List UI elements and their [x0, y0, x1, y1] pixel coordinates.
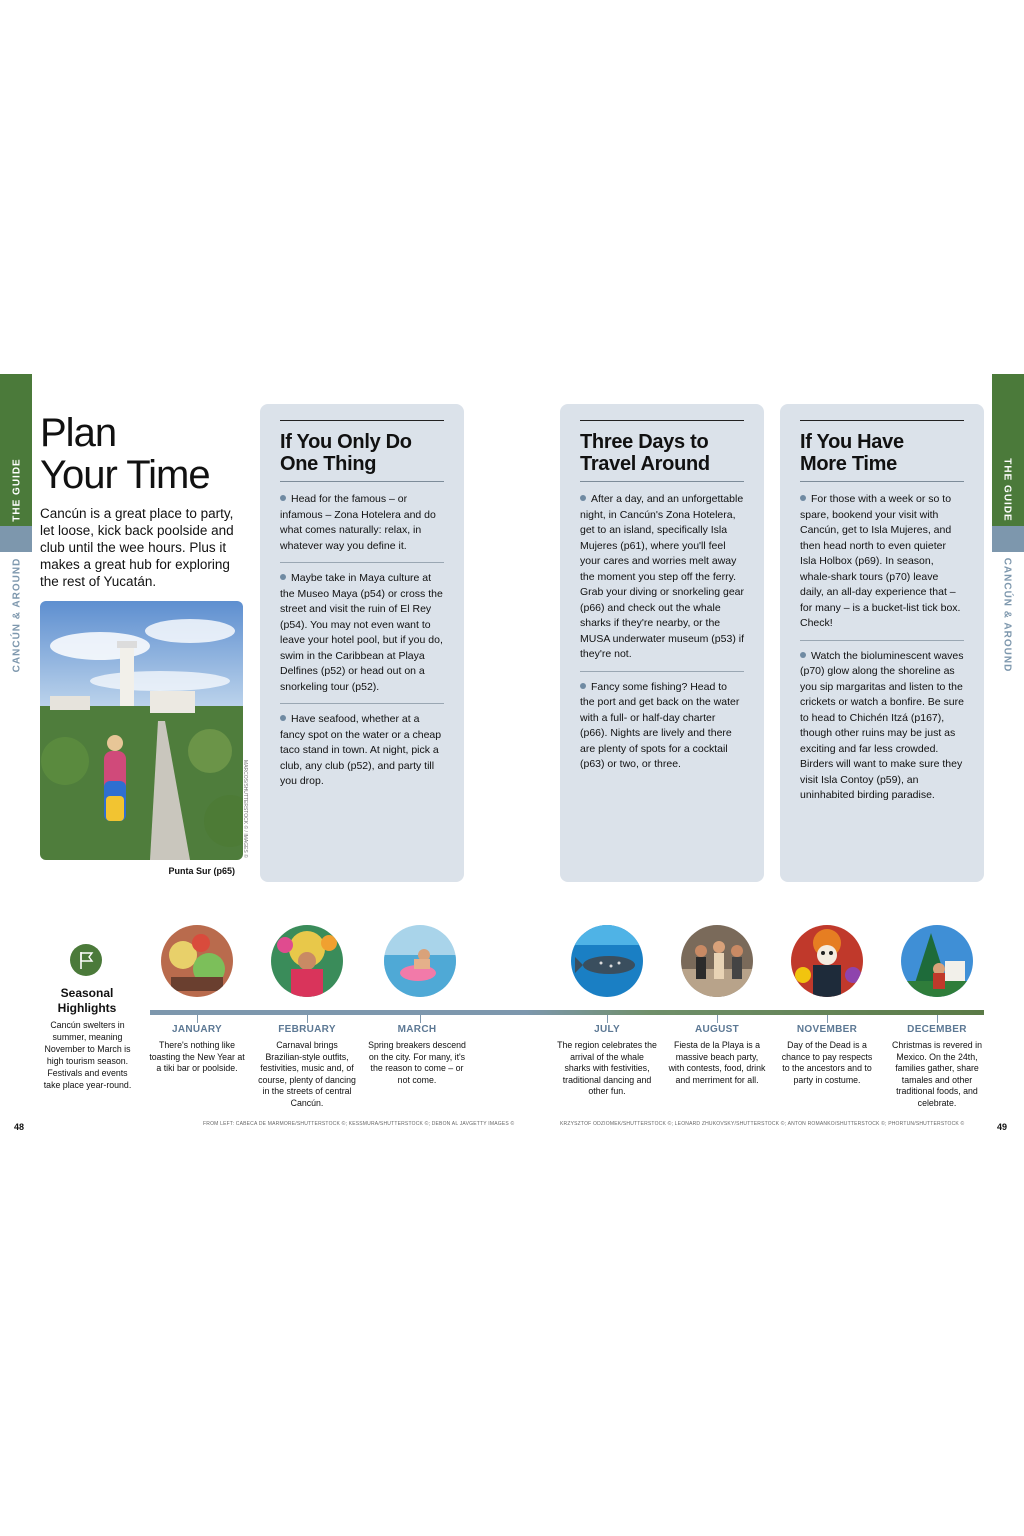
- bullet-icon: [280, 574, 286, 580]
- month-label-december: DECEMBER: [907, 1024, 967, 1035]
- month-label-february: FEBRUARY: [278, 1024, 336, 1035]
- panel-one-thing: [260, 404, 464, 882]
- month-label-january: JANUARY: [171, 1024, 223, 1035]
- january-photo: [161, 925, 233, 997]
- timeline-tick: [717, 1015, 718, 1023]
- month-text-march: Spring breakers descend on the city. For many, it's the reason to come – or not come.: [368, 1040, 466, 1085]
- bullet-icon: [280, 715, 286, 721]
- month-text-august: Fiesta de la Playa is a massive beach party, with contests, food, drink and merriment for all.: [668, 1040, 766, 1085]
- panel-entry: Watch the bioluminescent waves (p70) glow along the shoreline as you sip margaritas and listen to the crickets or watch a bonfire. Be sure to head to Chichén Itzá (p167), though other ruins may be just as exciting and far less crowded. Birders will want to make sure they visit Isla Contoy (p59), an uninhabited birding paradise.: [800, 649, 964, 801]
- panel-title: Three Days to Travel Around: [580, 431, 744, 482]
- timeline-tick: [607, 1015, 608, 1023]
- march-photo: [384, 925, 456, 997]
- month-label-november: NOVEMBER: [796, 1024, 858, 1035]
- month-label-march: MARCH: [397, 1024, 437, 1035]
- timeline-tick: [307, 1015, 308, 1023]
- title-line-1: Plan: [40, 411, 117, 455]
- seasonal-title: Seasonal Highlights: [57, 986, 117, 1015]
- bullet-icon: [580, 683, 586, 689]
- guide-tab-label-left: THE GUIDE: [11, 458, 23, 522]
- panel-entry: Have seafood, whether at a fancy spot on the water or a cheap taco stand in town. At night, pick a club, any club (p52), and party till you drop.: [280, 713, 442, 787]
- month-text-july: The region celebrates the arrival of the whale sharks with festivities, traditional dancing and other fun.: [557, 1040, 657, 1096]
- panel-title: If You Have More Time: [800, 431, 964, 482]
- page-number-left: 48: [14, 1122, 25, 1132]
- seasonal-text: Cancún swelters in summer, meaning November to March is high tourism season. Festivals and events take place year-round.: [43, 1020, 132, 1090]
- region-tab-label-right: CANCÚN & AROUND: [1001, 557, 1013, 673]
- month-label-july: JULY: [594, 1024, 620, 1035]
- panel-more-time: [780, 404, 984, 882]
- region-tab-left: [0, 526, 32, 552]
- panel-entry: After a day, and an unforgettable night, in Cancún's Zona Hotelera, get to an island, specifically Isla Mujeres (p61), where you'll feel your cares and worries melt away the moment you step off the ferry. Grab your diving or snorkeling gear (p66) and check out the whale sharks if they're nearby, or the MUSA underwater museum (p53) if they're not.: [580, 492, 744, 672]
- december-photo: [901, 925, 973, 997]
- timeline-bar: [150, 1010, 984, 1015]
- month-text-january: There's nothing like toasting the New Year at a tiki bar or poolside.: [149, 1040, 245, 1073]
- month-text-december: Christmas is revered in Mexico. On the 24th, families gather, share tamales and other traditional foods, and celebrate.: [892, 1040, 982, 1108]
- intro-text: Cancún is a great place to party, let loose, kick back poolside and club until the wee hours. Plus it makes a great hub for exploring the rest of Yucatán.: [40, 506, 234, 589]
- page-title: [40, 412, 210, 496]
- month-label-august: AUGUST: [694, 1024, 740, 1035]
- flag-icon: [70, 944, 102, 976]
- panel-entry: Maybe take in Maya culture at the Museo Maya (p54) or cross the street and visit the ruin of El Rey (p54). You may not even want to leave your hotel pool, but if you do, swim in the Caribbean at Playa Delfines (p52) or head out on a snorkeling tour (p52).: [280, 571, 444, 704]
- july-photo: [571, 925, 643, 997]
- bullet-icon: [280, 495, 286, 501]
- panel-title: If You Only Do One Thing: [280, 431, 444, 482]
- photo-credits-left: FROM LEFT: CABECA DE MARMORE/SHUTTERSTOCK ©; KESSMURA/SHUTTERSTOCK ©; DEBON AL JAVGETTY IMAGES ©: [203, 1121, 515, 1127]
- bullet-icon: [800, 495, 806, 501]
- timeline-tick: [197, 1015, 198, 1023]
- panel-entry: Fancy some fishing? Head to the port and get back on the water with a full- or half-day charter (p66). Nights are lively and there are plenty of spots for a cocktail (p63) or two, or three.: [580, 680, 740, 770]
- february-photo: [271, 925, 343, 997]
- photo-credits-right: KRZYSZTOF ODZIOMEK/SHUTTERSTOCK ©; LEONARD ZHUKOVSKY/SHUTTERSTOCK ©; ANTON ROMANKO/SHUTTERSTOCK ©; PHORTUN/SHUTTERSTOCK ©: [560, 1121, 965, 1127]
- august-photo: [681, 925, 753, 997]
- timeline-tick: [420, 1015, 421, 1023]
- month-text-november: Day of the Dead is a chance to pay respects to the ancestors and to party in costume.: [781, 1040, 873, 1085]
- photo-caption: Punta Sur (p65): [168, 866, 235, 876]
- title-line-2: Your Time: [40, 453, 210, 497]
- panel-three-days: [560, 404, 764, 882]
- timeline-tick: [937, 1015, 938, 1023]
- page-number-right: 49: [997, 1122, 1008, 1132]
- punta-sur-photo: [40, 601, 243, 860]
- bullet-icon: [800, 652, 806, 658]
- region-tab-right: [992, 526, 1024, 552]
- bullet-icon: [580, 495, 586, 501]
- panel-entry: Head for the famous – or infamous – Zona Hotelera and do what comes naturally: relax, in whatever way you define it.: [280, 492, 444, 563]
- month-text-february: Carnaval brings Brazilian-style outfits, festivities, music and, of course, plenty of dancing in the streets of central Cancún.: [258, 1040, 356, 1108]
- region-tab-label-left: CANCÚN & AROUND: [11, 557, 23, 673]
- november-photo: [791, 925, 863, 997]
- panel-entry: For those with a week or so to spare, bookend your visit with Cancún, get to Isla Mujeres, and then head north to even quieter Isla Holbox (p69). In season, whale-shark tours (p70) leave daily, an all-day experience that – for many – is a bucket-list tick box. Check!: [800, 492, 964, 641]
- guide-tab-label-right: THE GUIDE: [1001, 458, 1013, 522]
- timeline-tick: [827, 1015, 828, 1023]
- photo-credit: MARCOS/SHUTTERSTOCK © / IMAGES ©: [242, 760, 248, 858]
